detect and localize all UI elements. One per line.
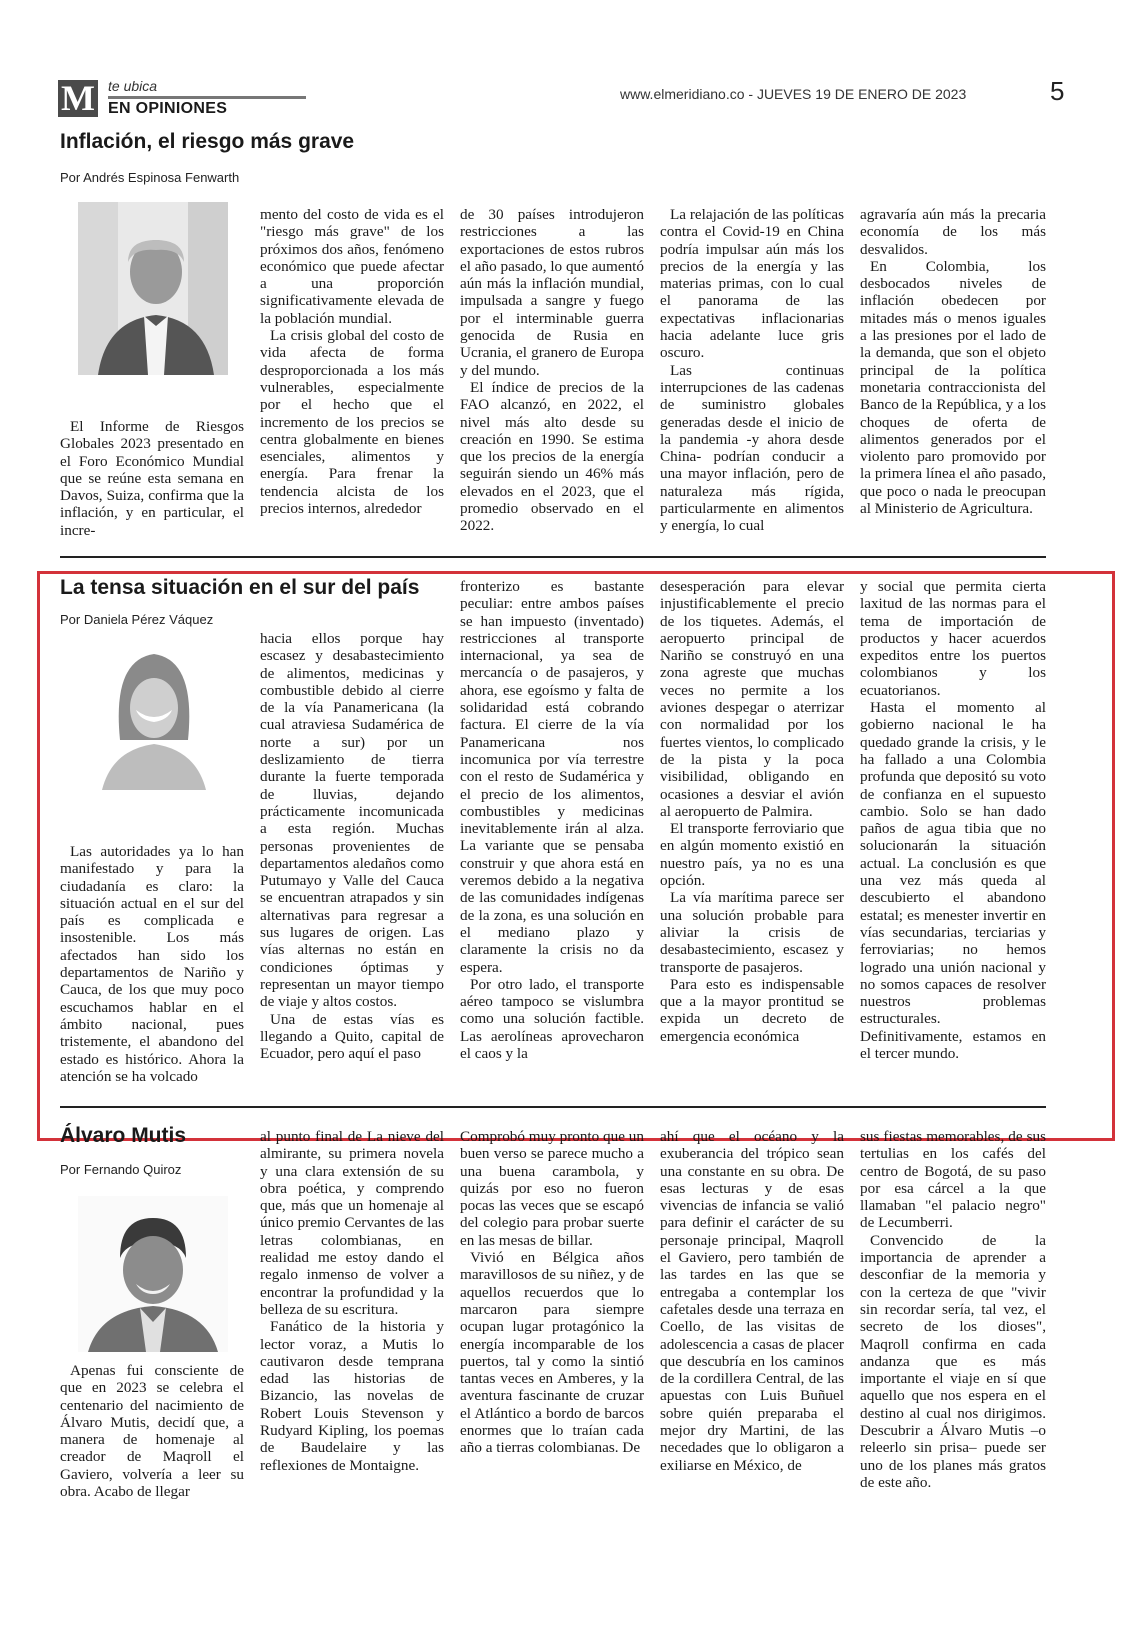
paragraph: desesperación para elevar injustificablemente el precio de los tiquetes. Además, el aeropuerto principal de Nariño se construyó en una zona agreste que muchas veces no permite a los aviones despegar o aterrizar con normalidad por los fuertes vientos, lo complicado de la pista y la poca visibilidad, obligando en ocasiones a desviar el avión al aeropuerto de Palmira. <box>660 578 844 820</box>
paragraph: Por otro lado, el transporte aéreo tampoco se vislumbra como una solución factible. Las aerolíneas aprovecharon el caos y la <box>460 975 644 1063</box>
paragraph: y social que permita cierta laxitud de las normas para el tema de importación de productos y hacer acuerdos expeditos entre los puertos colombianos y los ecuatorianos. <box>860 578 1046 699</box>
paragraph: sus fiestas memorables, de sus tertulias en los cafés del centro de Bogotá, de su paso por esa cárcel a la que llamaban "el palacio negro" de Lecumberri. <box>860 1128 1046 1232</box>
section-rule <box>108 96 306 99</box>
article-byline: Por Andrés Espinosa Fenwarth <box>60 170 240 185</box>
article-column <box>860 1128 1046 1491</box>
article-column <box>460 578 644 1062</box>
article-column <box>860 578 1046 1062</box>
page-number: 5 <box>1050 76 1065 106</box>
paragraph: ahí que el océano y la exuberancia del trópico sean una constante en su obra. De esas lecturas y de esas vivencias de infancia se valió para definir el carácter de su personaje principal, Maqroll el Gaviero, pero también de las tardes en las que se entregaba a contemplar los cafetales desde una terraza en Coello, de las visitas de adolescencia a casas de placer que descubría en los caminos de la cordillera Central, de las apuestas con Luis Buñuel sobre quién preparaba el mejor dry Martini, de las necedades que lo obligaron a exiliarse en México, de <box>660 1128 844 1474</box>
article-byline: Por Daniela Pérez Váquez <box>60 612 214 627</box>
article-column <box>460 206 644 535</box>
paragraph: de 30 países introdujeron restricciones a las exportaciones de estos rubros el año pasado, lo que aumentó aún más la inflación mundial, impulsada a sangre y fuego por el interminable guerra genocida de Rusia en Ucrania, el granero de Europa y del mundo. <box>460 206 644 379</box>
paragraph: La relajación de las políticas contra el Covid-19 en China podría impulsar aún más los precios de la energía y las materias primas, con lo cual el panorama de las expectativas inflacionarias hacia adelante luce gris oscuro. <box>660 206 844 362</box>
paragraph: La vía marítima parece ser una solución probable para aliviar la crisis de desabastecimiento, escasez y transporte de pasajeros. <box>660 889 844 976</box>
article-title: Inflación, el riesgo más grave <box>60 130 355 153</box>
paragraph: Hasta el momento al gobierno nacional le ha quedado grande la crisis, y le ha fallado a una Colombia profunda que depositó su voto de confianza en el supuesto cambio. Solo se han dado paños de agua tibia que no solucionarán la situación actual. La conclusión es que una vez más queda al descubierto el abandono estatal; es menester invertir en vías secundarias, terciarias y ferroviarias; no hemos logrado una unión nacional y no somos capaces de resolver nuestros problemas estructurales. Definitivamente, estamos en el tercer mundo. <box>860 699 1046 1063</box>
paragraph: Una de estas vías es llegando a Quito, capital de Ecuador, pero aquí el paso <box>260 1010 444 1063</box>
article-title: La tensa situación en el sur del país <box>60 576 420 599</box>
article-column <box>260 206 444 517</box>
article-divider <box>60 556 1046 558</box>
article-title: Álvaro Mutis <box>60 1124 187 1147</box>
article-column <box>60 843 244 1085</box>
article-column <box>60 418 244 539</box>
paragraph: Convencido de la importancia de aprender a desconfiar de la memoria y con la certeza de que "vivir sin recordar sería, tal vez, el secreto de los dioses", Maqroll confirma en cada andanza que es más importante el viaje en sí que aquello que nos espera en el destino al cual nos dirigimos. Descubrir a Álvaro Mutis –o releerlo sin prisa– puede ser uno de los planes más gratos de este año. <box>860 1231 1046 1491</box>
article-column <box>460 1128 644 1457</box>
paragraph: La crisis global del costo de vida afecta de forma desproporcionada a los más vulnerables, especialmente por el hecho que el incremento de los precios se centra globalmente en bienes esenciales, alimentos y energía. Para frenar la tendencia alcista de los precios internos, alrededor <box>260 327 444 518</box>
section-name: EN OPINIONES <box>108 100 228 117</box>
article-column <box>260 1128 444 1474</box>
author-portrait-icon <box>84 630 224 790</box>
paragraph: Las autoridades ya lo han manifestado y para la ciudadanía es claro: la situación actual en el sur del país es complicada e insostenible. Los más afectados han sido los departamentos de Nariño y Cauca, de los que muy poco escuchamos hablar en el ámbito nacional, pues tristemente, el abandono del estado es histórico. Ahora la atención se ha volcado <box>60 843 244 1085</box>
paragraph: mento del costo de vida es el "riesgo más grave" de los próximos dos años, fenómeno económico que puede afectar a una proporción significativamente elevada de la población mundial. <box>260 206 444 327</box>
article-column <box>660 578 844 1045</box>
article-column <box>260 630 444 1062</box>
paragraph: Comprobó muy pronto que un buen verso se parece mucho a una buena carambola, y quizás por eso no fueron pocas las veces que se escapó del colegio para probar suerte en las mesas de billar. <box>460 1128 644 1249</box>
article-column <box>660 1128 844 1474</box>
paragraph: Fanático de la historia y lector voraz, a Mutis lo cautivaron desde temprana edad las historias de Bizancio, las novelas de Robert Louis Stevenson y Rudyard Kipling, los poemas de Baudelaire y las reflexiones de Montaigne. <box>260 1318 444 1474</box>
article-column <box>60 1362 244 1500</box>
paragraph: al punto final de La nieve del almirante, su primera novela y una clara extensión de su obra poética, y comprendo que, más que un homenaje al único premio Cervantes de las letras colombianas, en realidad me estoy dando el regalo inmenso de volver a encontrar la profundidad y la belleza de su escritura. <box>260 1128 444 1318</box>
paragraph: Vivió en Bélgica años maravillosos de su niñez, y de aquellos recuerdos que lo marcaron para siempre ocupan lugar protagónico la energía incomparable de los puertos, tal y como la sintió tantas veces en Amberes, y la aventura fascinante de cruzar el Atlántico a bordo de barcos enormes que lo traían cada año a tierras colombianas. De <box>460 1249 644 1457</box>
paragraph: Apenas fui consciente de que en 2023 se celebra el centenario del nacimiento de Álvaro Mutis, decidí que, a manera de homenaje al creador de Maqroll el Gaviero, volvería a leer su obra. Acabo de llegar <box>60 1362 244 1501</box>
site-and-date: www.elmeridiano.co - JUEVES 19 DE ENERO DE 2023 <box>620 86 967 102</box>
author-portrait-icon <box>78 1196 228 1352</box>
author-portrait-icon <box>78 202 228 375</box>
paragraph: fronterizo es bastante peculiar: entre ambos países se han impuesto (inventado) restricciones al transporte internacional, ya sea de mercancía o de pasajeros, y ahora, ese egoísmo y falta de solidaridad está cobrando factura. El cierre de la vía Panamericana nos incomunica por vía terrestre con el resto de Sudamérica y el precio de los alimentos, combustibles y medicinas inevitablemente irán al alza. La variante que se pensaba construir y que ahora está en veremos debido a la negativa de las comunidades indígenas de la zona, es una solución en el mediano plazo y claramente la crisis no da espera. <box>460 578 644 976</box>
paragraph: hacia ellos porque hay escasez y desabastecimiento de alimentos, medicinas y combustible debido al cierre de la vía Panamericana (la cual atraviesa Sudamérica de norte a sur) por un deslizamiento de tierra durante la fuerte temporada de lluvias, dejando prácticamente incomunicada a esta región. Muchas personas provenientes de departamentos aledaños como Putumayo y Valle del Cauca se encuentran atrapados y sin alternativas para regresar a sus lugares de origen. Las vías alternas no están en condiciones óptimas y representan un mayor tiempo de viaje y altos costos. <box>260 630 444 1011</box>
paragraph: En Colombia, los desbocados niveles de inflación obedecen por mitades más o menos iguales a las presiones por el lado de la demanda, que son el objeto principal de la política monetaria contraccionista del Banco de la República, y a los choques de oferta de alimentos generados por el violento paro promovido por la primera línea el año pasado, que poco o nada le preocupan al Ministerio de Agricultura. <box>860 257 1046 518</box>
paragraph: El índice de precios de la FAO alcanzó, en 2022, el nivel más alto desde su creación en 1990. Se estima que los precios de la energía seguirán siendo un 46% más elevados en el 2023, que el promedio observado en el 2022. <box>460 378 644 535</box>
article-byline: Por Fernando Quiroz <box>60 1162 182 1177</box>
article-column <box>860 206 1046 517</box>
article-divider <box>60 1106 1046 1108</box>
paragraph: agravaría aún más la precaria economía de los más desvalidos. <box>860 206 1046 258</box>
paragraph: El transporte ferroviario que en algún momento existió en nuestro país, ya no es una opción. <box>660 820 844 890</box>
section-kicker: te ubica <box>108 78 158 94</box>
paragraph: El Informe de Riesgos Globales 2023 presentado en el Foro Económico Mundial que se reúne esta semana en Davos, Suiza, confirma que la inflación, y en particular, el incre- <box>60 418 244 539</box>
newspaper-logo: M <box>58 80 98 117</box>
paragraph: Las continuas interrupciones de las cadenas de suministro globales generadas desde el inicio de la pandemia -y ahora desde China- podrían conducir a una mayor inflación, pero de naturaleza más rígida, particularmente en alimentos y energía, lo cual <box>660 361 844 535</box>
article-column <box>660 206 844 535</box>
paragraph: Para esto es indispensable que a la mayor prontitud se expida un decreto de emergencia económica <box>660 975 844 1045</box>
